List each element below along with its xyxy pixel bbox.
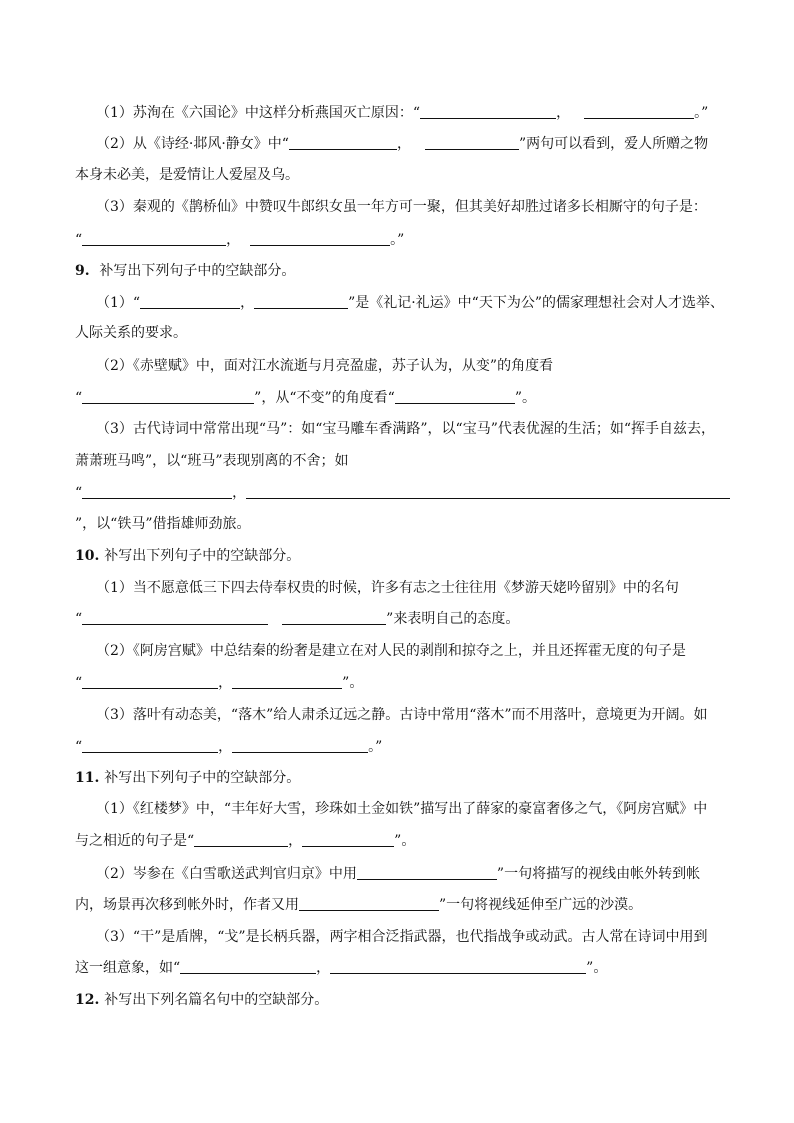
answer-line: [75, 831, 415, 851]
prompt-text: 。”: [390, 232, 405, 248]
question-11-heading: [75, 768, 300, 788]
prompt-text: “: [75, 485, 83, 501]
answer-line: [75, 737, 382, 757]
blank-field[interactable]: [299, 895, 439, 911]
answer-line: [75, 673, 363, 693]
prompt-text: 。”: [694, 105, 709, 121]
blank-field[interactable]: [395, 388, 515, 404]
prompt-text: （1）苏洵在《六国论》中这样分析燕国灭亡原因：“: [96, 105, 421, 121]
prompt-text: ”一句将视线延伸至广远的沙漠。: [439, 897, 643, 913]
prompt-text: ”。: [342, 675, 364, 691]
prompt-text: ”。: [586, 960, 608, 976]
blank-field[interactable]: [82, 230, 226, 246]
blank-field[interactable]: [289, 134, 397, 150]
blank-field[interactable]: [254, 293, 348, 309]
answer-line: [75, 230, 404, 250]
separator: ，: [288, 833, 303, 849]
answer-line: [96, 103, 736, 123]
answer-line: [75, 388, 536, 408]
separator: ，: [232, 485, 247, 501]
prompt-text: ”一句将描写的视线由帐外转到帐: [496, 866, 701, 882]
question-title: 补写出下列句子中的空缺部分。: [99, 263, 296, 279]
blank-field[interactable]: [232, 737, 368, 753]
blank-field[interactable]: [82, 483, 232, 499]
prompt-text: 这一组意象，如“: [75, 960, 181, 976]
text-line: （3）“干”是盾牌，“戈”是长柄兵器，两字相合泛指武器，也代指战争或动武。古人常在诗词中用到: [96, 929, 708, 945]
prompt-text: “: [75, 675, 83, 691]
prompt-text: “: [75, 739, 83, 755]
text-line: （2）《阿房宫赋》中总结秦的纷奢是建立在对人民的剥削和掠夺之上，并且还挥霍无度的句子是: [96, 643, 686, 659]
blank-field[interactable]: [425, 134, 519, 150]
prompt-text: ”是《礼记·礼运》中“天下为公”的儒家理想社会对人才选举、: [348, 295, 724, 311]
blank-field[interactable]: [246, 483, 730, 499]
separator: ，: [316, 960, 331, 976]
blank-field[interactable]: [194, 831, 288, 847]
question-9-heading: [75, 261, 295, 281]
blank-field[interactable]: [180, 958, 316, 974]
answer-line: [75, 609, 519, 629]
prompt-text: ”。: [514, 390, 536, 406]
blank-field[interactable]: [82, 737, 218, 753]
text-line: 本身未必美，是爱情让人爱屋及乌。: [75, 167, 299, 183]
text-line: （1）《红楼梦》中，“丰年好大雪，珍珠如土金如铁”描写出了薛家的豪富奢侈之气，《阿房宫赋》中: [96, 801, 708, 817]
text-line: 萧萧班马鸣”，以“班马”表现别离的不舍；如: [75, 453, 349, 469]
question-number: 11.: [75, 770, 100, 786]
answer-line: [75, 958, 607, 978]
blank-field[interactable]: [420, 103, 556, 119]
prompt-text: ”。: [394, 833, 416, 849]
blank-field[interactable]: [330, 958, 586, 974]
answer-line: [96, 134, 708, 154]
blank-field[interactable]: [82, 673, 218, 689]
prompt-text: （2）从《诗经·邶风·静女》中“: [96, 136, 289, 152]
answer-line: [96, 293, 724, 313]
prompt-text: “: [75, 232, 83, 248]
blank-field[interactable]: [250, 230, 390, 246]
blank-field[interactable]: [140, 293, 240, 309]
prompt-text: 。”: [368, 739, 383, 755]
text-line: （1）当不愿意低三下四去侍奉权贵的时候，许多有志之士往往用《梦游天姥吟留别》中的名句: [96, 580, 679, 596]
prompt-text: 与之相近的句子是“: [75, 833, 195, 849]
blank-field[interactable]: [282, 609, 386, 625]
question-number: 10.: [75, 548, 100, 564]
text-line: （3）古代诗词中常常出现“马”：如“宝马雕车香满路”，以“宝马”代表优渥的生活；如“挥手自兹去，: [96, 421, 716, 437]
prompt-text: （2）岑参在《白雪歌送武判官归京》中用: [96, 866, 357, 882]
text-line: ”，以“铁马”借指雄师劲旅。: [75, 516, 251, 532]
question-title: 补写出下列句子中的空缺部分。: [104, 770, 301, 786]
separator: ，: [218, 675, 233, 691]
answer-line: [75, 895, 642, 915]
answer-line: [75, 483, 730, 503]
answer-line: [96, 864, 700, 884]
blank-field[interactable]: [584, 103, 694, 119]
blank-field[interactable]: [302, 831, 394, 847]
separator: ，: [556, 105, 571, 121]
prompt-text: ”，从“不变”的角度看“: [254, 390, 395, 406]
blank-field[interactable]: [357, 864, 497, 880]
text-line: 人际关系的要求。: [75, 325, 187, 341]
text-line: （3）落叶有动态美，“落木”给人肃杀辽远之静。古诗中常用“落木”而不用落叶，意境更为开阔。如: [96, 707, 708, 723]
prompt-text: ”两句可以看到，爱人所赠之物: [518, 136, 709, 152]
blank-field[interactable]: [232, 673, 342, 689]
blank-field[interactable]: [82, 388, 254, 404]
question-12-heading: [75, 990, 328, 1010]
text-line: （2）《赤壁赋》中，面对江水流逝与月亮盈虚，苏子认为，从变”的角度看: [96, 358, 554, 374]
question-10-heading: [75, 546, 300, 566]
prompt-text: ”来表明自己的态度。: [386, 611, 520, 627]
question-title: 补写出下列名篇名句中的空缺部分。: [104, 992, 329, 1008]
blank-field[interactable]: [82, 609, 268, 625]
prompt-text: （1）“: [96, 295, 141, 311]
question-title: 补写出下列句子中的空缺部分。: [104, 548, 301, 564]
separator: ，: [396, 136, 411, 152]
prompt-text: “: [75, 390, 83, 406]
separator: ，: [226, 232, 241, 248]
question-number: 12.: [75, 992, 100, 1008]
prompt-text: 内，场景再次移到帐外时，作者又用: [75, 897, 299, 913]
prompt-text: “: [75, 611, 83, 627]
separator: ，: [218, 739, 233, 755]
question-number: 9.: [75, 263, 90, 279]
separator: ，: [240, 295, 255, 311]
text-line: （3）秦观的《鹊桥仙》中赞叹牛郎织女虽一年方可一聚，但其美好却胜过诸多长相厮守的句子是：: [96, 199, 707, 215]
